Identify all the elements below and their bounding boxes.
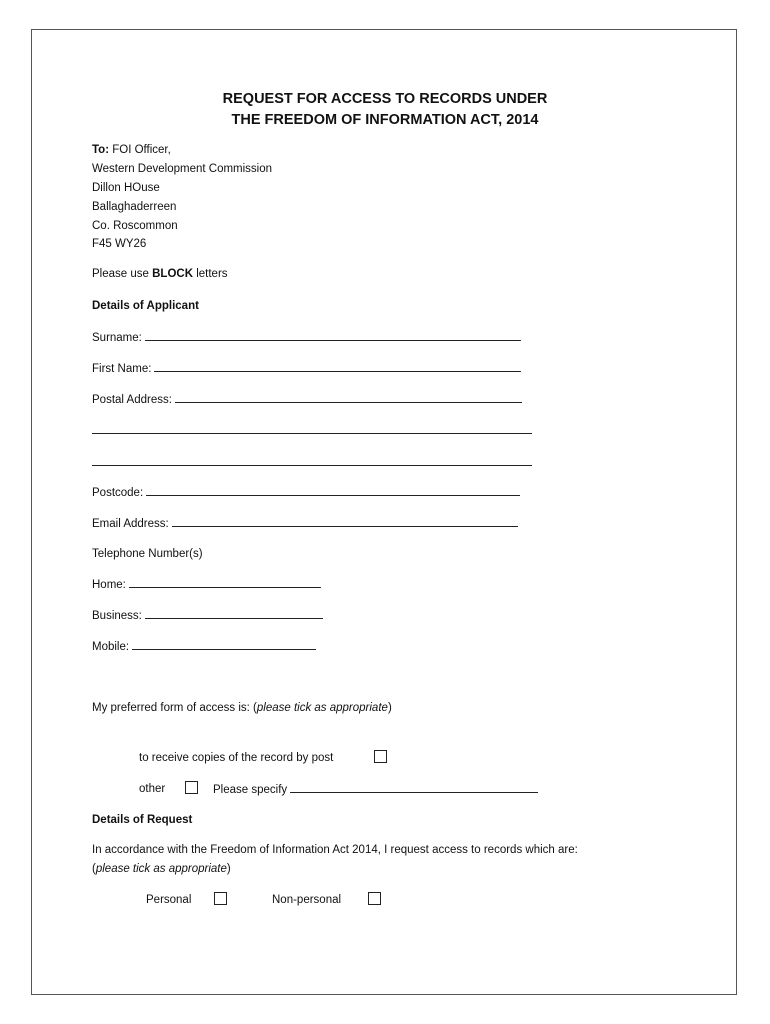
access-prompt (92, 701, 392, 715)
telephone-heading: Telephone Number(s) (92, 548, 203, 560)
postal-address-field-line-3[interactable] (92, 465, 532, 466)
access-prompt-italic: please tick as appropriate (256, 702, 388, 714)
address-line: Dillon HOuse (92, 182, 160, 194)
first-name-label: First Name: (92, 363, 152, 375)
postal-address-field-line-2[interactable] (92, 433, 532, 434)
personal-checkbox[interactable] (214, 892, 227, 905)
access-prompt-end: ) (387, 702, 392, 714)
postal-address-row (92, 392, 522, 407)
mobile-phone-row (92, 639, 316, 654)
option-other-label: other (139, 783, 166, 795)
address-line: Co. Roscommon (92, 220, 178, 232)
to-label: To: (92, 144, 110, 156)
to-value: FOI Officer, (112, 144, 171, 156)
access-prompt-text: My preferred form of access is: ( (92, 702, 257, 714)
postal-address-label: Postal Address: (92, 394, 172, 406)
mobile-phone-label: Mobile: (92, 641, 130, 653)
postcode-row (92, 485, 520, 500)
postcode-field[interactable] (146, 485, 520, 496)
address-line: F45 WY26 (92, 238, 147, 250)
non-personal-checkbox[interactable] (368, 892, 381, 905)
postal-address-field[interactable] (175, 392, 522, 403)
non-personal-label: Non-personal (272, 894, 342, 906)
home-phone-row (92, 577, 321, 592)
tick-note-open: ( (92, 863, 96, 875)
block-note-bold: BLOCK (152, 268, 193, 280)
address-line: Ballaghaderreen (92, 201, 177, 213)
option-other-checkbox[interactable] (185, 781, 198, 794)
business-phone-label: Business: (92, 610, 142, 622)
applicant-heading: Details of Applicant (92, 300, 199, 312)
personal-label: Personal (146, 894, 192, 906)
home-phone-label: Home: (92, 579, 126, 591)
business-phone-row (92, 608, 323, 623)
postcode-label: Postcode: (92, 487, 144, 499)
surname-row (92, 330, 521, 345)
form-title-line-1: REQUEST FOR ACCESS TO RECORDS UNDER (222, 91, 548, 107)
please-specify-label: Please specify (213, 784, 288, 796)
request-tick-note (92, 862, 231, 876)
option-post-label: to receive copies of the record by post (139, 752, 334, 764)
surname-field[interactable] (145, 330, 521, 341)
business-phone-field[interactable] (145, 608, 323, 619)
please-specify-row (213, 782, 538, 797)
address-line: Western Development Commission (92, 163, 273, 175)
block-note-prefix: Please use (92, 268, 149, 280)
request-text: In accordance with the Freedom of Information Act 2014, I request access to records which are: (92, 844, 578, 856)
email-row (92, 516, 518, 531)
tick-note-italic: please tick as appropriate (95, 863, 227, 875)
home-phone-field[interactable] (129, 577, 321, 588)
tick-note-close: ) (226, 863, 231, 875)
please-specify-field[interactable] (290, 782, 538, 793)
surname-label: Surname: (92, 332, 142, 344)
form-title-line-2: THE FREEDOM OF INFORMATION ACT, 2014 (231, 112, 539, 128)
first-name-field[interactable] (154, 361, 521, 372)
email-label: Email Address: (92, 518, 169, 530)
first-name-row (92, 361, 521, 376)
recipient-line (92, 143, 171, 157)
mobile-phone-field[interactable] (132, 639, 316, 650)
request-heading: Details of Request (92, 814, 193, 826)
email-field[interactable] (172, 516, 518, 527)
block-letters-note (92, 267, 228, 281)
option-post-checkbox[interactable] (374, 750, 387, 763)
block-note-suffix: letters (196, 268, 228, 280)
